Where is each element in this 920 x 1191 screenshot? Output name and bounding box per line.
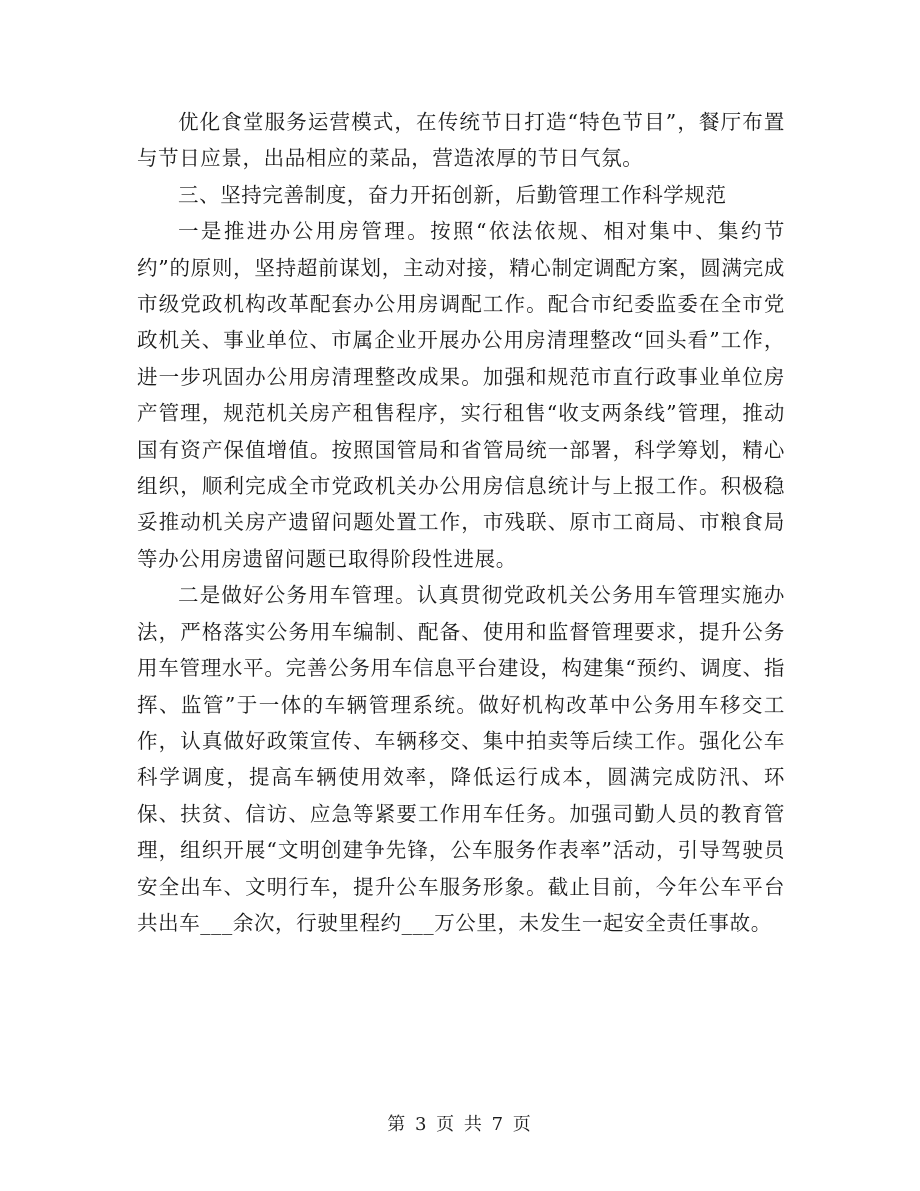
document-body (137, 104, 785, 941)
page-number-footer: 第 3 页 共 7 页 (387, 1114, 533, 1135)
section-heading-three: 三、坚持完善制度，奋力开拓创新，后勤管理工作科学规范 (178, 182, 727, 207)
paragraph-official-vehicles: 二是做好公务用车管理。认真贯彻党政机关公务用车管理实施办法，严格落实公务用车编制、配备、使用和监督管理要求，提升公务用车管理水平。完善公务用车信息平台建设，构建集“预约、调度、指挥、监管”于一体的车辆管理系统。做好机构改革中公务用车移交工作，认真做好政策宣传、车辆移交、集中拍卖等后续工作。强化公车科学调度，提高车辆使用效率，降低运行成本，圆满完成防汛、环保、扶贫、信访、应急等紧要工作用车任务。加强司勤人员的教育管理，组织开展“文明创建争先锋，公车服务作表率”活动，引导驾驶员安全出车、文明行车，提升公车服务形象。截止目前，今年公车平台共出车___余次，行驶里程约___万公里，未发生一起安全责任事故。 (137, 583, 785, 935)
paragraph-canteen-service: 优化食堂服务运营模式，在传统节日打造“特色节目”，餐厅布置与节日应景，出品相应的菜品，营造浓厚的节日气氛。 (137, 110, 785, 171)
paragraph-office-housing: 一是推进办公用房管理。按照“依法依规、相对集中、集约节约”的原则，坚持超前谋划，主动对接，精心制定调配方案，圆满完成市级党政机构改革配套办公用房调配工作。配合市纪委监委在全市党政机关、事业单位、市属企业开展办公用房清理整改“回头看”工作，进一步巩固办公用房清理整改成果。加强和规范市直行政事业单位房产管理，规范机关房产租售程序，实行租售“收支两条线”管理，推动国有资产保值增值。按照国管局和省管局统一部署，科学筹划，精心组织，顺利完成全市党政机关办公用房信息统计与上报工作。积极稳妥推动机关房产遗留问题处置工作，市残联、原市工商局、市粮食局等办公用房遗留问题已取得阶段性进展。 (137, 219, 785, 571)
